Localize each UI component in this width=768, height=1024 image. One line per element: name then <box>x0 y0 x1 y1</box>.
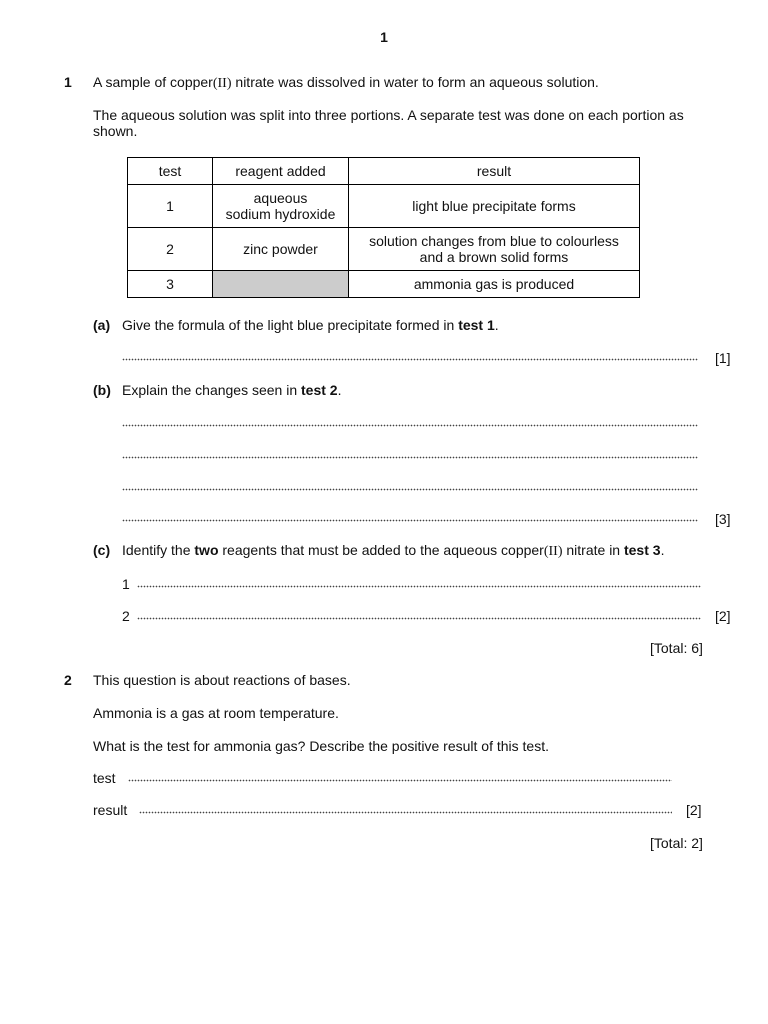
part-c-text-end: . <box>660 542 665 558</box>
question-1-paragraph-line1: The aqueous solution was split into three portions. A separate test was done on each portion as <box>93 107 684 123</box>
reagent-cell <box>213 185 349 228</box>
answer-line-result[interactable] <box>139 811 672 814</box>
results-table <box>127 157 640 298</box>
part-c-line-number-1: 1 <box>122 576 130 592</box>
page-number: 1 <box>380 29 388 45</box>
part-c-question <box>122 542 664 560</box>
test-label: test <box>93 770 116 786</box>
part-b-bold: test 2 <box>301 382 338 398</box>
answer-line-b1[interactable] <box>122 424 698 427</box>
result-label: result <box>93 802 128 818</box>
question-2-intro: This question is about reactions of bases. <box>93 672 351 688</box>
column-header-test: test <box>128 158 213 185</box>
reagent-line2: sodium hydroxide <box>225 206 336 222</box>
answer-line-b2[interactable] <box>122 456 698 459</box>
part-b-question <box>122 382 341 398</box>
table-row <box>128 228 640 271</box>
answer-line-c1[interactable] <box>137 585 701 588</box>
intro-text-post: nitrate was dissolved in water to form an aqueous solution. <box>231 74 599 90</box>
part-a-marks: [1] <box>715 350 731 366</box>
test-cell: 1 <box>128 185 213 228</box>
oxidation-state: (II) <box>543 544 563 559</box>
question-2-line2: Ammonia is a gas at room temperature. <box>93 705 339 721</box>
answer-line-b4[interactable] <box>122 519 698 522</box>
question-1-total: [Total: 6] <box>650 640 703 656</box>
table-row <box>128 271 640 298</box>
part-b-text-end: . <box>337 382 342 398</box>
result-line2: and a brown solid forms <box>419 249 569 265</box>
oxidation-state: (II) <box>212 76 232 91</box>
reagent-line1: aqueous <box>253 190 308 206</box>
table-row <box>128 185 640 228</box>
answer-line-test[interactable] <box>128 779 672 782</box>
intro-text-pre: A sample of copper <box>93 74 213 90</box>
part-a-question <box>122 317 499 333</box>
question-2-total: [Total: 2] <box>650 835 703 851</box>
part-a-bold: test 1 <box>458 317 495 333</box>
part-a-label: (a) <box>93 317 111 333</box>
part-c-marks: [2] <box>715 608 731 624</box>
part-c-bold-test3: test 3 <box>623 542 661 558</box>
part-c-bold-two: two <box>194 542 219 558</box>
answer-line-a[interactable] <box>122 358 698 361</box>
column-header-result: result <box>349 158 640 185</box>
part-c-text-4: nitrate in <box>562 542 624 558</box>
result-cell <box>349 271 640 298</box>
part-a-text: Give the formula of the light blue precipitate formed in <box>122 317 459 333</box>
result-cell <box>349 185 640 228</box>
part-b-text: Explain the changes seen in <box>122 382 302 398</box>
part-c-text-1: Identify the <box>122 542 195 558</box>
result-line1: ammonia gas is produced <box>413 276 575 292</box>
result-line1: light blue precipitate forms <box>412 198 576 214</box>
reagent-cell <box>213 228 349 271</box>
question-1-number: 1 <box>64 74 72 90</box>
column-header-reagent: reagent added <box>213 158 349 185</box>
part-a-text-end: . <box>494 317 499 333</box>
table-header-row <box>128 158 640 185</box>
answer-line-b3[interactable] <box>122 488 698 491</box>
question-1-intro <box>93 74 599 92</box>
question-2-line3: What is the test for ammonia gas? Describe the positive result of this test. <box>93 738 549 754</box>
part-b-marks: [3] <box>715 511 731 527</box>
part-b-label: (b) <box>93 382 111 398</box>
reagent-cell-shaded <box>213 271 349 298</box>
test-cell: 2 <box>128 228 213 271</box>
part-c-text-3: reagents that must be added to the aqueous copper <box>218 542 544 558</box>
question-2-number: 2 <box>64 672 72 688</box>
answer-line-c2[interactable] <box>137 617 701 620</box>
reagent-line1: zinc powder <box>243 241 318 257</box>
part-c-label: (c) <box>93 542 111 558</box>
question-1-paragraph-line2: shown. <box>93 123 138 139</box>
result-line1: solution changes from blue to colourless <box>369 233 619 249</box>
test-cell: 3 <box>128 271 213 298</box>
result-cell <box>349 228 640 271</box>
part-c-line-number-2: 2 <box>122 608 130 624</box>
question-2-marks: [2] <box>686 802 702 818</box>
